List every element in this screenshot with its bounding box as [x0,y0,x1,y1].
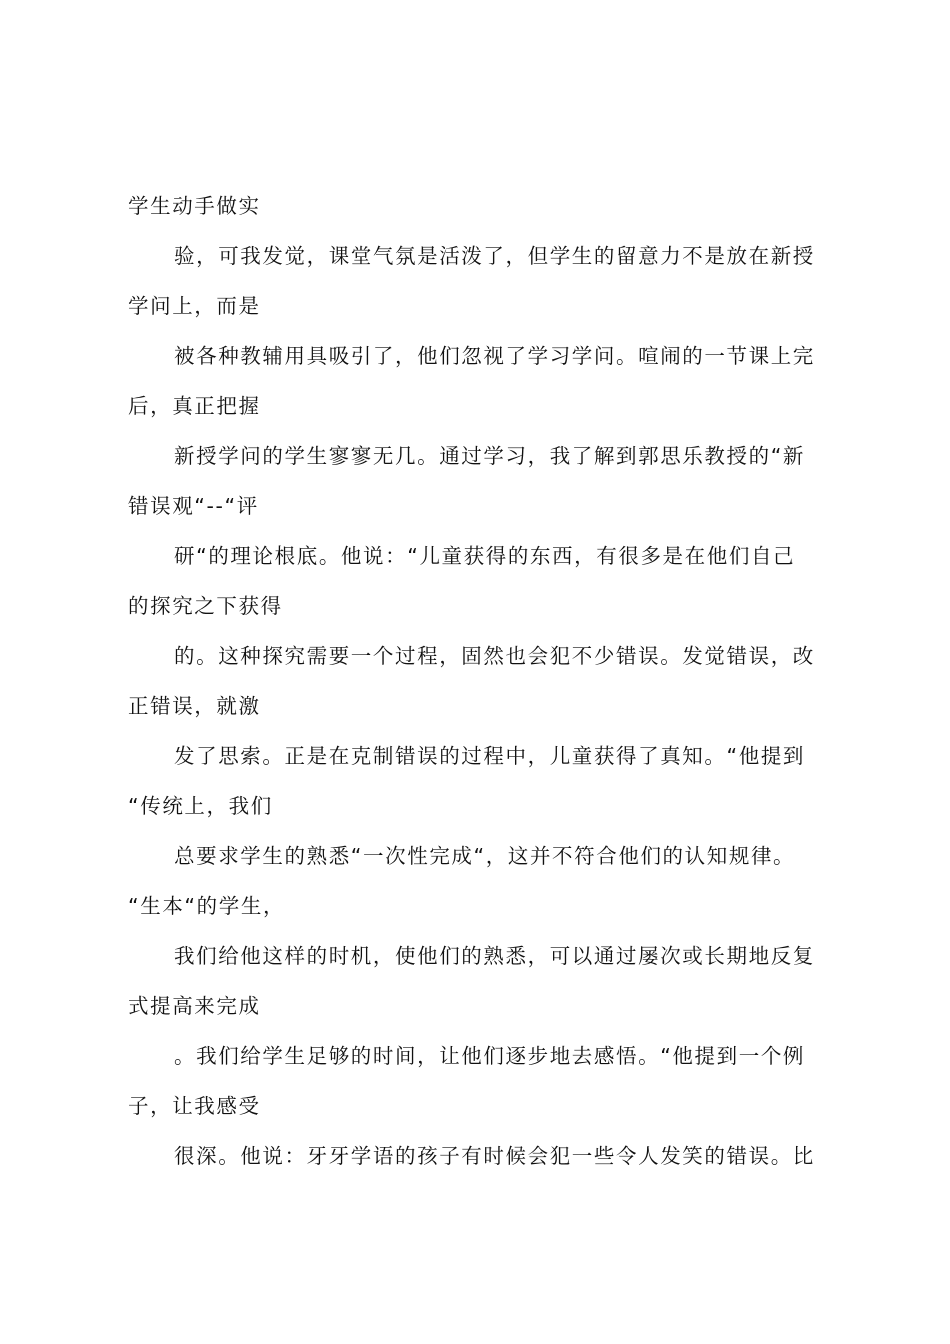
text-line: 。我们给学生足够的时间，让他们逐步地去感悟。“他提到一个例 [174,1044,806,1068]
text-line: 我们给他这样的时机，使他们的熟悉，可以通过屡次或长期地反复 [174,944,815,968]
text-line: 新授学问的学生寥寥无几。通过学习，我了解到郭思乐教授的“新 [174,444,806,468]
text-line: 很深。他说：牙牙学语的孩子有时候会犯一些令人发笑的错误。比 [174,1144,815,1168]
text-line: 被各种教辅用具吸引了，他们忽视了学习学问。喧闹的一节课上完 [174,344,815,368]
text-line: “生本“的学生， [128,894,286,918]
text-line: 的。这种探究需要一个过程，固然也会犯不少错误。发觉错误，改 [174,644,815,668]
text-line: 研“的理论根底。他说：“儿童获得的东西，有很多是在他们自己 [174,544,796,568]
text-line: 总要求学生的熟悉“一次性完成“，这并不符合他们的认知规律。 [174,844,796,868]
text-line: 式提高来完成 [128,994,261,1018]
text-line: 发了思索。正是在克制错误的过程中，儿童获得了真知。“他提到 [174,744,806,768]
text-line: 验，可我发觉，课堂气氛是活泼了，但学生的留意力不是放在新授 [174,244,815,268]
text-line: 错误观“--“评 [128,494,259,518]
text-line: 正错误，就激 [128,694,261,718]
text-line: 后，真正把握 [128,394,261,418]
text-line: “传统上，我们 [128,794,273,818]
text-line: 子，让我感受 [128,1094,261,1118]
text-line: 学问上，而是 [128,294,261,318]
text-line: 的探究之下获得 [128,594,283,618]
text-line: 学生动手做实 [128,194,261,218]
document-body [128,186,838,1186]
